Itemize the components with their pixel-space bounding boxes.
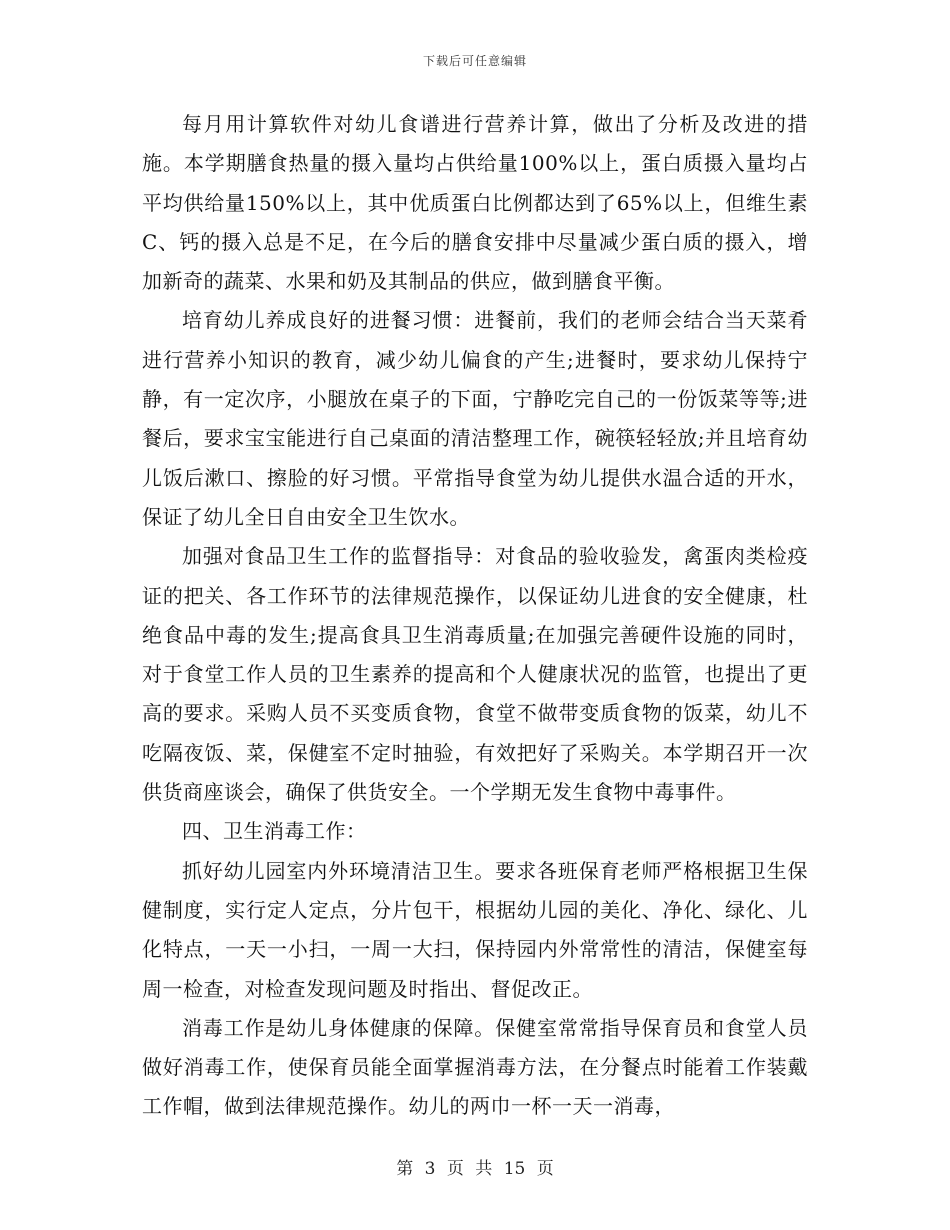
section-heading-hygiene-disinfection: 四、卫生消毒工作：: [182, 819, 367, 844]
paragraph-disinfection-work: 消毒工作是幼儿身体健康的保障。保健室常常指导保育员和食堂人员做好消毒工作，使保育员能全面掌握消毒方法，在分餐点时能着工作装戴工作帽，做到法律规范操作。幼儿的两巾一杯一天一消毒，: [142, 1015, 808, 1119]
paragraph-eating-habits: 培育幼儿养成良好的进餐习惯：进餐前，我们的老师会结合当天菜肴进行营养小知识的教育，减少幼儿偏食的产生;进餐时，要求幼儿保持宁静，有一定次序，小腿放在桌子的下面，宁静吃完自己的一份饭菜等等;进餐后，要求宝宝能进行自己桌面的清洁整理工作，碗筷轻轻放;并且培育幼儿饭后漱口、擦脸的好习惯。平常指导食堂为幼儿提供水温合适的开水，保证了幼儿全日自由安全卫生饮水。: [142, 308, 808, 529]
page-footer: 第 3 页 共 15 页: [396, 1159, 554, 1179]
paragraph-nutrition-calculation: 每月用计算软件对幼儿食谱进行营养计算，做出了分析及改进的措施。本学期膳食热量的摄入量均占供给量100%以上，蛋白质摄入量均占平均供给量150%以上，其中优质蛋白比例都达到了65%以上，但维生素C、钙的摄入总是不足，在今后的膳食安排中尽量减少蛋白质的摄入，增加新奇的蔬菜、水果和奶及其制品的供应，做到膳食平衡。: [142, 112, 808, 294]
paragraph-food-hygiene: 加强对食品卫生工作的监督指导：对食品的验收验发，禽蛋肉类检疫证的把关、各工作环节的法律规范操作，以保证幼儿进食的安全健康，杜绝食品中毒的发生;提高食具卫生消毒质量;在加强完善硬件设施的同时，对于食堂工作人员的卫生素养的提高和个人健康状况的监管，也提出了更高的要求。采购人员不买变质食物，食堂不做带变质食物的饭菜，幼儿不吃隔夜饭、菜，保健室不定时抽验，有效把好了采购关。本学期召开一次供货商座谈会，确保了供货安全。一个学期无发生食物中毒事件。: [142, 544, 808, 805]
body-text: [142, 105, 808, 1127]
page-header: 下载后可任意编辑: [422, 54, 527, 68]
paragraph-environment-cleaning: 抓好幼儿园室内外环境清洁卫生。要求各班保育老师严格根据卫生保健制度，实行定人定点，分片包干，根据幼儿园的美化、净化、绿化、儿化特点，一天一小扫，一周一大扫，保持园内外常常性的清洁，保健室每周一检查，对检查发现问题及时指出、督促改正。: [142, 858, 808, 1001]
